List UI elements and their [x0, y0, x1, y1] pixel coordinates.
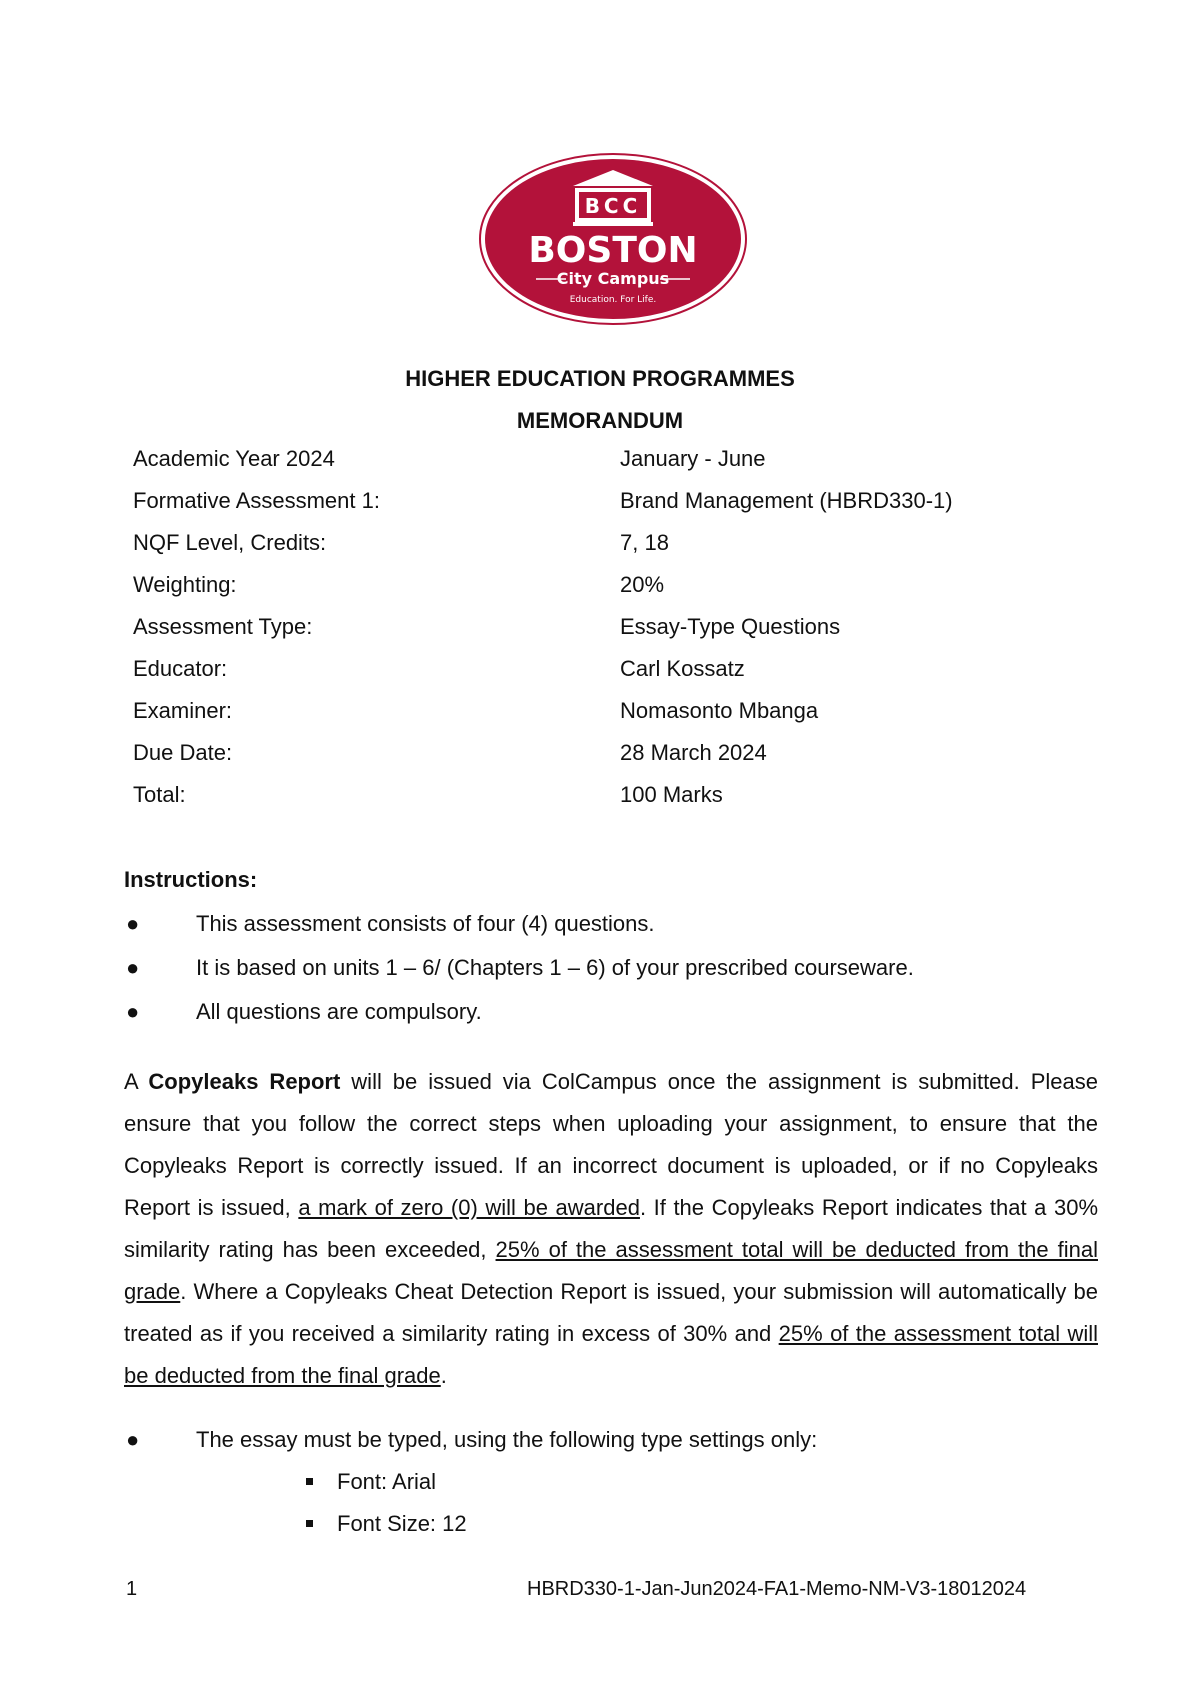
detail-key: Total:	[133, 782, 186, 807]
document-code: HBRD330-1-Jan-Jun2024-FA1-Memo-NM-V3-18012024	[527, 1578, 1027, 1600]
detail-row	[133, 446, 1093, 488]
detail-value: Essay-Type Questions	[620, 614, 841, 639]
detail-row	[133, 614, 1093, 656]
square-bullet-icon	[306, 1478, 313, 1485]
deduction-warning: 25% of the assessment total will be deducted from the final grade	[124, 1237, 1098, 1304]
list-item	[124, 1427, 1104, 1471]
detail-row	[133, 488, 1093, 530]
detail-value: 28 March 2024	[620, 740, 767, 765]
type-setting-text: Font: Arial	[337, 1469, 437, 1494]
bullet-icon: ●	[126, 955, 140, 980]
detail-value: 20%	[620, 572, 665, 597]
detail-value: Nomasonto Mbanga	[620, 698, 819, 723]
logo-name: BOSTON	[528, 230, 698, 271]
para-text: . Where a Copyleaks Cheat Detection Report is issued, your submission will automatically be treated as if you received a similarity rating in excess of 30% and	[124, 1279, 1098, 1346]
para-text: .	[440, 1363, 447, 1388]
bullet-icon: ●	[126, 911, 140, 936]
square-bullet-icon	[306, 1520, 313, 1527]
type-setting-item	[306, 1511, 467, 1537]
assessment-details	[133, 446, 1093, 824]
copyleaks-paragraph	[124, 1061, 1098, 1397]
bullet-icon: ●	[126, 999, 140, 1024]
type-setting-item	[306, 1469, 436, 1495]
detail-row	[133, 530, 1093, 572]
para-text: . If the Copyleaks Report indicates that a 30% similarity rating has been exceeded,	[124, 1195, 1099, 1262]
bullet-icon: ●	[126, 1427, 140, 1452]
instructions-title: Instructions:	[124, 867, 258, 892]
programme-heading: HIGHER EDUCATION PROGRAMMES	[405, 366, 795, 391]
type-setting-text: Font Size: 12	[337, 1511, 467, 1536]
detail-row	[133, 740, 1093, 782]
detail-key: Educator:	[133, 656, 228, 681]
detail-value: January - June	[620, 446, 766, 471]
detail-value: 7, 18	[620, 530, 669, 555]
logo-initials: BCC	[584, 194, 642, 218]
detail-row	[133, 698, 1093, 740]
typing-list	[124, 1427, 1104, 1471]
detail-row	[133, 572, 1093, 614]
detail-key: Formative Assessment 1:	[133, 488, 380, 513]
instructions-list	[124, 911, 1104, 1043]
detail-row	[133, 782, 1093, 824]
para-text: will be issued via ColCampus once the assignment is submitted. Please ensure that you follow the correct steps when uploading your assignment, to ensure that the Copyleaks Report is correctly issued. If an incorrect document is uploaded, or if no Copyleaks Report is issued,	[124, 1069, 1098, 1220]
para-text: A	[124, 1069, 149, 1094]
zero-mark-warning: a mark of zero (0) will be awarded	[298, 1195, 640, 1220]
list-item	[124, 911, 1104, 955]
copyleaks-report-term: Copyleaks Report	[148, 1069, 341, 1094]
page-number: 1	[126, 1578, 138, 1600]
detail-key: Weighting:	[133, 572, 237, 597]
boston-city-campus-logo	[478, 152, 748, 327]
list-item-text: It is based on units 1 – 6/ (Chapters 1 – 6) of your prescribed courseware.	[196, 955, 914, 980]
detail-row	[133, 656, 1093, 698]
deduction-warning: 25% of the assessment total will be deducted from the final grade	[124, 1321, 1098, 1388]
detail-key: NQF Level, Credits:	[133, 530, 327, 555]
logo-tagline: Education. For Life.	[569, 295, 657, 305]
list-item-text: This assessment consists of four (4) questions.	[196, 911, 655, 936]
list-item	[124, 999, 1104, 1043]
logo-subname: City Campus	[556, 269, 670, 288]
detail-value: Carl Kossatz	[620, 656, 745, 681]
detail-key: Assessment Type:	[133, 614, 313, 639]
list-item	[124, 955, 1104, 999]
detail-key: Due Date:	[133, 740, 233, 765]
detail-value: 100 Marks	[620, 782, 723, 807]
memorandum-heading: MEMORANDUM	[516, 408, 684, 433]
list-item-text: All questions are compulsory.	[196, 999, 482, 1024]
detail-key: Examiner:	[133, 698, 233, 723]
list-item-text: The essay must be typed, using the following type settings only:	[196, 1427, 818, 1452]
detail-value: Brand Management (HBRD330-1)	[620, 488, 953, 513]
detail-key: Academic Year 2024	[133, 446, 335, 471]
